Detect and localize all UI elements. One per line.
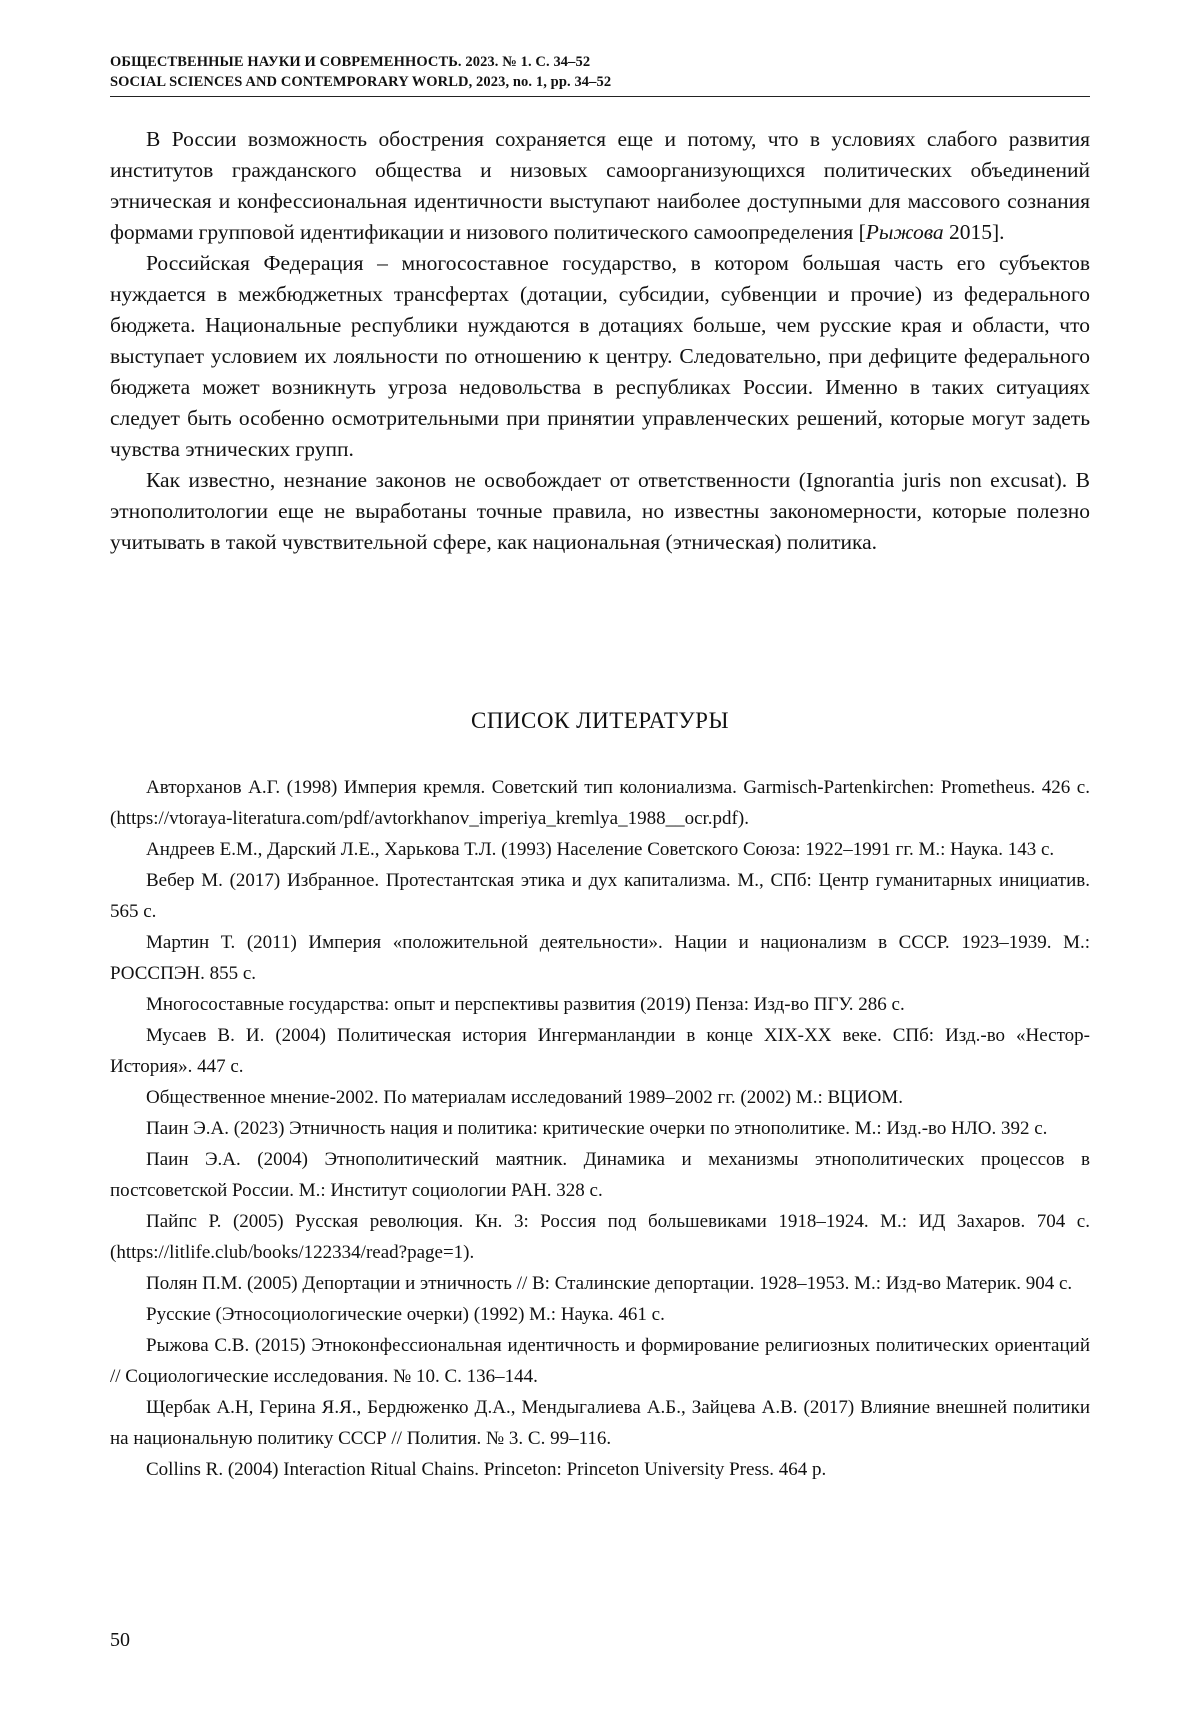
- reference-item: Collins R. (2004) Interaction Ritual Chains. Princeton: Princeton University Press. 464 p.: [146, 1459, 827, 1480]
- running-header: [110, 52, 1090, 97]
- body-paragraph-3: Как известно, незнание законов не освобождает от ответственности (Ignorantia juris non excusat). В этнополитологии еще не выработаны точные правила, но известны закономерности, которые полезно учитывать в такой чувствительной сфере, как национальная (этническая) политика.: [110, 468, 1090, 554]
- article-body: [110, 124, 1090, 558]
- body-paragraph-1: [110, 124, 1090, 248]
- citation-author: Рыжова: [865, 220, 944, 244]
- reference-item: Паин Э.А. (2004) Этнополитический маятник. Динамика и механизмы этнополитических процессов в постсоветской России. М.: Институт социологии РАН. 328 с.: [110, 1149, 1090, 1201]
- reference-item: Мусаев В. И. (2004) Политическая история Ингерманландии в конце XIX-XX веке. СПб: Изд.-во «Нестор-История». 447 с.: [110, 1025, 1090, 1077]
- references-list: [110, 772, 1090, 1485]
- references-heading: СПИСОК ЛИТЕРАТУРЫ: [470, 708, 730, 733]
- reference-item: Многосоставные государства: опыт и перспективы развития (2019) Пенза: Изд-во ПГУ. 286 с.: [146, 994, 905, 1015]
- reference-item: Общественное мнение-2002. По материалам исследований 1989–2002 гг. (2002) М.: ВЦИОМ.: [146, 1087, 903, 1108]
- body-paragraph-2: Российская Федерация – многосоставное государство, в котором большая часть его субъектов нуждается в межбюджетных трансфертах (дотации, субсидии, субвенции и прочие) из федерального бюджета. Национальные республики нуждаются в дотациях больше, чем русские края и области, что выступает условием их лояльности по отношению к центру. Следовательно, при дефиците федерального бюджета может возникнуть угроза недовольства в республиках России. Именно в таких ситуациях следует быть особенно осмотрительными при принятии управленческих решений, которые могут задеть чувства этнических групп.: [110, 251, 1090, 461]
- reference-item: Мартин Т. (2011) Империя «положительной деятельности». Нации и национализм в СССР. 1923–1939. М.: РОССПЭН. 855 с.: [110, 932, 1090, 984]
- reference-item: Паин Э.А. (2023) Этничность нация и политика: критические очерки по этнополитике. М.: Изд.-во НЛО. 392 с.: [146, 1118, 1048, 1139]
- paragraph-1-text: В России возможность обострения сохраняется еще и потому, что в условиях слабого развития институтов гражданского общества и низовых самоорганизующихся политических объединений этническая и конфессиональная идентичности выступают наиболее доступными для массового сознания формами групповой идентификации и низового политического самоопределения [: [110, 127, 1090, 244]
- reference-item: Авторханов А.Г. (1998) Империя кремля. Советский тип колониализма. Garmisch-Partenkirchen: Prometheus. 426 с. (https://vtoraya-literatura.com/pdf/avtorkhanov_imperiya_kremlya_1988__ocr.pdf).: [110, 777, 1090, 829]
- journal-header-ru: ОБЩЕСТВЕННЫЕ НАУКИ И СОВРЕМЕННОСТЬ. 2023. № 1. С. 34–52: [110, 54, 591, 70]
- page-number: 50: [110, 1629, 130, 1651]
- reference-item: Полян П.М. (2005) Депортации и этничность // В: Сталинские депортации. 1928–1953. М.: Изд-во Материк. 904 с.: [146, 1273, 1073, 1294]
- reference-item: Рыжова С.В. (2015) Этноконфессиональная идентичность и формирование религиозных политических ориентаций // Социологические исследования. № 10. С. 136–144.: [110, 1335, 1090, 1387]
- journal-header-en: SOCIAL SCIENCES AND CONTEMPORARY WORLD, 2023, no. 1, pp. 34–52: [110, 74, 612, 90]
- citation-year: 2015].: [943, 220, 1005, 244]
- reference-item: Щербак А.Н, Герина Я.Я., Бердюженко Д.А., Мендыгалиева А.Б., Зайцева А.В. (2017) Влияние внешней политики на национальную политику СССР // Полития. № 3. С. 99–116.: [110, 1397, 1090, 1449]
- reference-item: Андреев Е.М., Дарский Л.Е., Харькова Т.Л. (1993) Население Советского Союза: 1922–1991 гг. М.: Наука. 143 с.: [146, 839, 1055, 860]
- reference-item: Вебер М. (2017) Избранное. Протестантская этика и дух капитализма. М., СПб: Центр гуманитарных инициатив. 565 с.: [110, 870, 1090, 922]
- reference-item: Пайпс Р. (2005) Русская революция. Кн. 3: Россия под большевиками 1918–1924. М.: ИД Захаров. 704 с. (https://litlife.club/books/122334/read?page=1).: [110, 1211, 1090, 1263]
- reference-item: Русские (Этносоциологические очерки) (1992) М.: Наука. 461 с.: [146, 1304, 665, 1325]
